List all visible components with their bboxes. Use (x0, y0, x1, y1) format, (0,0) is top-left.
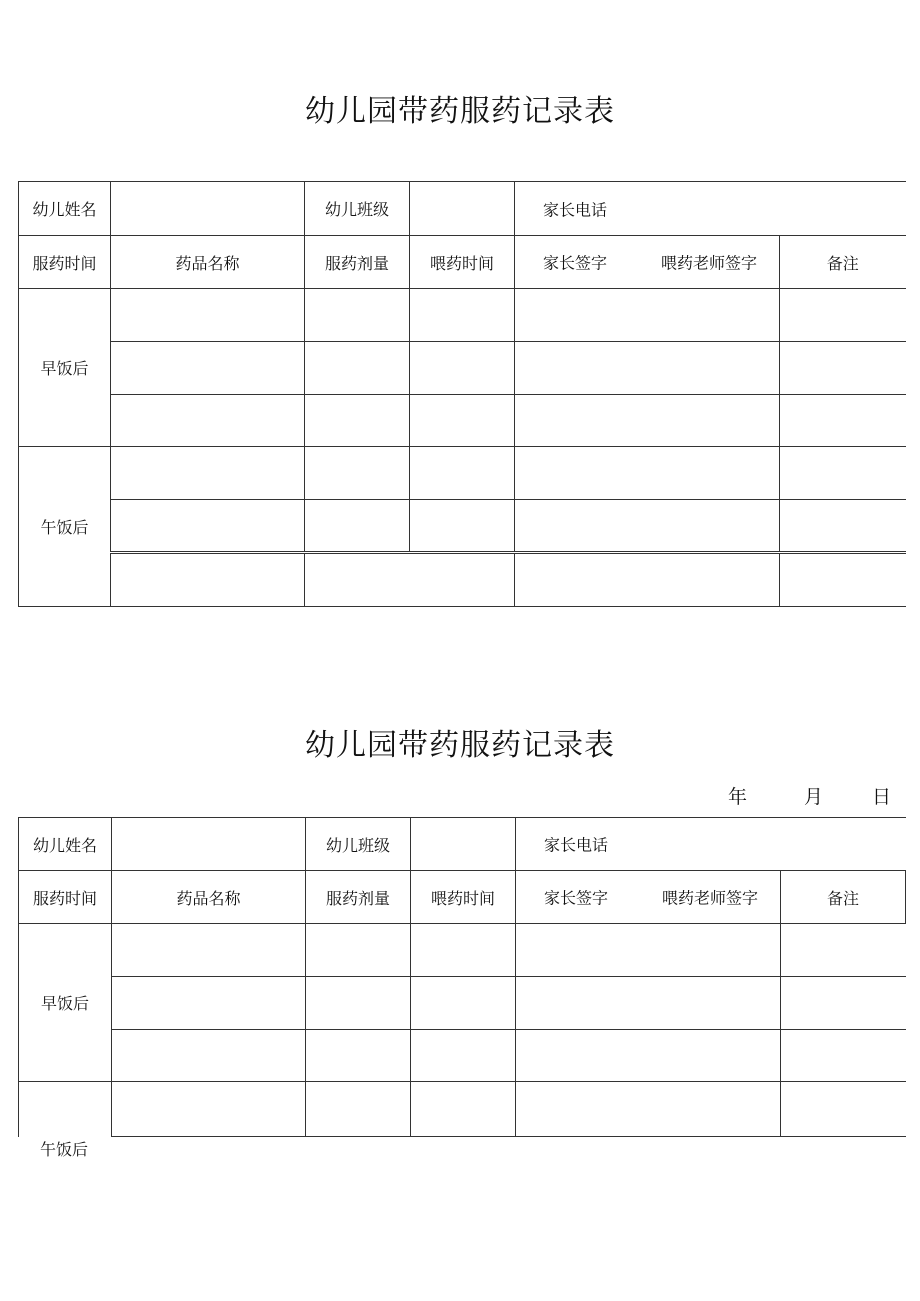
signature-cell[interactable] (515, 447, 780, 500)
remarks-cell[interactable] (781, 1030, 906, 1082)
child-class-label: 幼儿班级 (306, 818, 411, 871)
dose-time-header: 服药时间 (19, 871, 112, 924)
signature-cell[interactable] (516, 977, 781, 1030)
remarks-header: 备注 (780, 236, 906, 289)
drug-name-header: 药品名称 (111, 236, 305, 289)
dosage-cell[interactable] (305, 447, 410, 500)
drug-name-cell[interactable] (112, 1030, 306, 1082)
signature-cell[interactable] (516, 1082, 781, 1137)
parent-phone-field[interactable] (516, 818, 906, 871)
dosage-cell[interactable] (305, 342, 410, 395)
signature-cell[interactable] (515, 553, 780, 607)
feed-time-header: 喂药时间 (411, 871, 516, 924)
parent-phone-field[interactable] (515, 182, 906, 236)
remarks-cell[interactable] (780, 342, 906, 395)
signature-header (515, 236, 780, 289)
feed-time-cell[interactable] (410, 395, 515, 447)
signature-cell[interactable] (516, 924, 781, 977)
child-name-label: 幼儿姓名 (19, 818, 112, 871)
dosage-cell[interactable] (306, 1082, 411, 1137)
feed-time-cell[interactable] (410, 500, 515, 553)
remarks-cell[interactable] (781, 924, 906, 977)
feed-time-cell[interactable] (411, 924, 516, 977)
remarks-cell[interactable] (780, 447, 906, 500)
remarks-cell[interactable] (780, 289, 906, 342)
drug-name-cell[interactable] (112, 924, 306, 977)
feed-time-cell[interactable] (411, 1082, 516, 1137)
remarks-cell[interactable] (781, 1082, 906, 1137)
signature-cell[interactable] (515, 500, 780, 553)
feed-time-cell[interactable] (410, 289, 515, 342)
dosage-header: 服药剂量 (305, 236, 410, 289)
teacher-sign-header: 喂药老师签字 (661, 253, 758, 273)
drug-name-cell[interactable] (112, 1082, 306, 1137)
drug-name-cell[interactable] (111, 395, 305, 447)
form2-title: 幼儿园带药服药记录表 (305, 728, 615, 763)
dosage-cell[interactable] (305, 500, 410, 553)
remarks-header: 备注 (781, 871, 906, 924)
child-class-field[interactable] (411, 818, 516, 871)
feed-time-header: 喂药时间 (410, 236, 515, 289)
child-class-label: 幼儿班级 (305, 182, 410, 236)
feed-time-cell[interactable] (411, 977, 516, 1030)
period-after-breakfast: 早饭后 (19, 289, 111, 447)
remarks-cell[interactable] (780, 553, 906, 607)
dosage-cell[interactable] (305, 395, 410, 447)
teacher-sign-header: 喂药老师签字 (662, 888, 759, 908)
child-name-label: 幼儿姓名 (19, 182, 111, 236)
parent-phone-label: 家长电话 (543, 200, 608, 219)
child-name-field[interactable] (111, 182, 305, 236)
feed-time-cell[interactable] (410, 342, 515, 395)
medication-record-table-2 (18, 817, 906, 1137)
drug-name-cell[interactable] (111, 553, 305, 607)
form1-title: 幼儿园带药服药记录表 (305, 94, 615, 129)
dosage-feed-merged-cell[interactable] (305, 553, 515, 607)
remarks-cell[interactable] (781, 977, 906, 1030)
period-after-lunch-2: 午饭后 (39, 1140, 88, 1159)
child-class-field[interactable] (410, 182, 515, 236)
drug-name-cell[interactable] (111, 342, 305, 395)
drug-name-header: 药品名称 (112, 871, 306, 924)
dosage-cell[interactable] (306, 977, 411, 1030)
dose-time-header: 服药时间 (19, 236, 111, 289)
parent-phone-label: 家长电话 (544, 835, 609, 855)
remarks-cell[interactable] (780, 500, 906, 553)
period-after-lunch-cell (19, 1082, 112, 1137)
drug-name-cell[interactable] (111, 500, 305, 553)
signature-cell[interactable] (516, 1030, 781, 1082)
dosage-cell[interactable] (306, 924, 411, 977)
dosage-cell[interactable] (306, 1030, 411, 1082)
period-after-lunch: 午饭后 (19, 447, 111, 607)
signature-cell[interactable] (515, 342, 780, 395)
dosage-cell[interactable] (305, 289, 410, 342)
signature-header (516, 871, 781, 924)
child-name-field[interactable] (112, 818, 306, 871)
parent-sign-header: 家长签字 (544, 888, 609, 908)
signature-cell[interactable] (515, 289, 780, 342)
drug-name-cell[interactable] (111, 447, 305, 500)
date-month: 月 (804, 786, 824, 808)
feed-time-cell[interactable] (410, 447, 515, 500)
date-day: 日 (872, 786, 892, 808)
remarks-cell[interactable] (780, 395, 906, 447)
signature-cell[interactable] (515, 395, 780, 447)
date-year: 年 (728, 786, 748, 808)
medication-record-table-1 (18, 181, 906, 607)
drug-name-cell[interactable] (112, 977, 306, 1030)
dosage-header: 服药剂量 (306, 871, 411, 924)
period-after-breakfast: 早饭后 (19, 924, 112, 1082)
feed-time-cell[interactable] (411, 1030, 516, 1082)
parent-sign-header: 家长签字 (543, 253, 608, 273)
drug-name-cell[interactable] (111, 289, 305, 342)
